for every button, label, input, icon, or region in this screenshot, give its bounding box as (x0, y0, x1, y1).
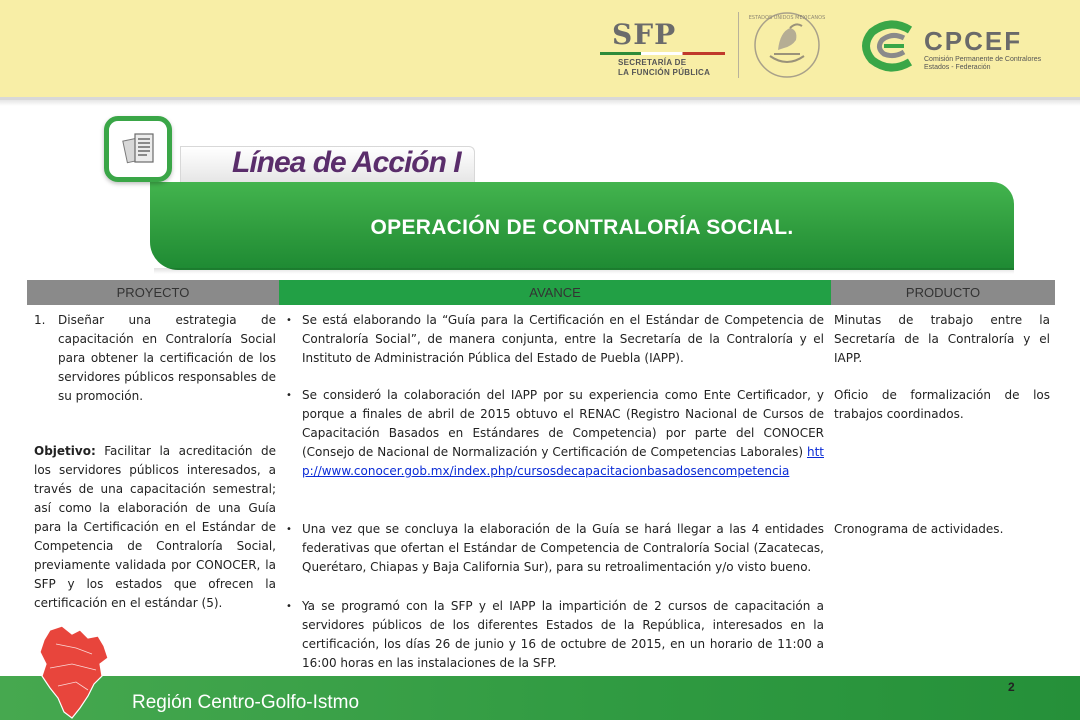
column-header-avance: AVANCE (279, 280, 831, 305)
avance-text: Una vez que se concluya la elaboración de la Guía se hará llegar a las 4 entidades federativas que ofertan el Estándar de Competencia de Contraloría Social (Zacatecas, Querétaro, Chiapas y Baja California Sur), para su retroalimentación y/o visto bueno. (302, 522, 824, 574)
section-label: Línea de Acción I (232, 146, 461, 179)
column-header-producto: PRODUCTO (831, 280, 1055, 305)
objetivo-label: Objetivo: (34, 444, 96, 458)
bullet: • (286, 390, 292, 401)
producto-item: Oficio de formalización de los trabajos coordinados. (834, 388, 1050, 421)
column-header-proyecto: PROYECTO (27, 280, 279, 305)
cpcef-logo (860, 18, 1060, 78)
objetivo-text: Facilitar la acreditación de los servidores públicos interesados, a través de una capacitación semestral; así como la elaboración de una Guía para la Certificación en el Estándar de Competencia de Contraloría Social, previamente validada por CONOCER, la SFP y los estados que ofrecen la certificación en el estándar (5). (34, 444, 276, 610)
avance-item (286, 311, 824, 368)
header-divider (738, 12, 739, 78)
avance-item (286, 597, 824, 673)
cpcef-logo-subtitle-1: Comisión Permanente de Contralores (924, 56, 1042, 63)
header-bar (0, 0, 1080, 100)
cpcef-logo-name: CPCEF (924, 26, 1023, 56)
proyecto-objetivo (34, 442, 276, 613)
proyecto-text: Diseñar una estrategia de capacitación en Contraloría Social para obtener la certificación de los servidores públicos responsables de su promoción. (58, 313, 276, 403)
bullet: • (286, 524, 292, 535)
sfp-logo-stripe (600, 52, 725, 55)
section-title: OPERACIÓN DE CONTRALORÍA SOCIAL. (370, 216, 794, 239)
seal-lettering: ESTADOS UNIDOS MEXICANOS (748, 15, 826, 21)
region-map-icon (36, 624, 112, 720)
cpcef-emblem-icon (860, 18, 920, 74)
conocer-link[interactable]: http://www.conocer.gob.mx/index.php/cursosdecapacitacionbasadosencompetencia (302, 445, 824, 478)
bullet: • (286, 315, 292, 326)
sfp-logo-subtitle-2: LA FUNCIÓN PÚBLICA (618, 68, 711, 77)
region-label: Región Centro-Golfo-Istmo (132, 692, 360, 713)
avance-text: Se consideró la colaboración del IAPP por su experiencia como Ente Certificador, y porque a finales de abril de 2015 obtuvo el RENAC (Registro Nacional de Cursos de Capacitación Basados en Estándares de Competencia) por parte del CONOCER (Consejo de Nacional de Normalización y Certificación de Competencias Laborales) (302, 388, 824, 459)
sfp-logo-name: SFP (612, 18, 677, 51)
avance-item (286, 386, 824, 481)
mexican-coat-of-arms-icon (748, 10, 826, 80)
header-shadow (0, 100, 1080, 106)
producto-item: Cronograma de actividades. (834, 522, 1004, 536)
avance-item (286, 520, 824, 577)
cpcef-logo-subtitle-2: Estados - Federación (924, 64, 991, 71)
sfp-logo (600, 18, 730, 78)
section-banner-shadow (154, 268, 1014, 274)
bullet: • (286, 601, 292, 612)
proyecto-item (34, 311, 276, 406)
producto-item: Minutas de trabajo entre la Secretaría de la Contraloría y el IAPP. (834, 313, 1050, 365)
avance-text: Se está elaborando la “Guía para la Certificación en el Estándar de Competencia de Contraloría Social”, de manera conjunta, entre la Secretaría de la Contraloría y el Instituto de Administración Pública del Estado de Puebla (IAPP). (302, 313, 824, 365)
proyecto-number: 1. (34, 313, 46, 327)
avance-text: Ya se programó con la SFP y el IAPP la impartición de 2 cursos de capacitación a servidores públicos de los diferentes Estados de la República, interesados en la certificación, los días 26 de junio y 16 de octubre de 2015, en un horario de 11:00 a 16:00 horas en las instalaciones de la SFP. (302, 599, 824, 670)
page-number: 2 (1008, 680, 1015, 694)
sfp-logo-subtitle-1: SECRETARÍA DE (618, 58, 687, 67)
documents-icon (104, 116, 172, 182)
avance-text-with-link (302, 386, 824, 481)
